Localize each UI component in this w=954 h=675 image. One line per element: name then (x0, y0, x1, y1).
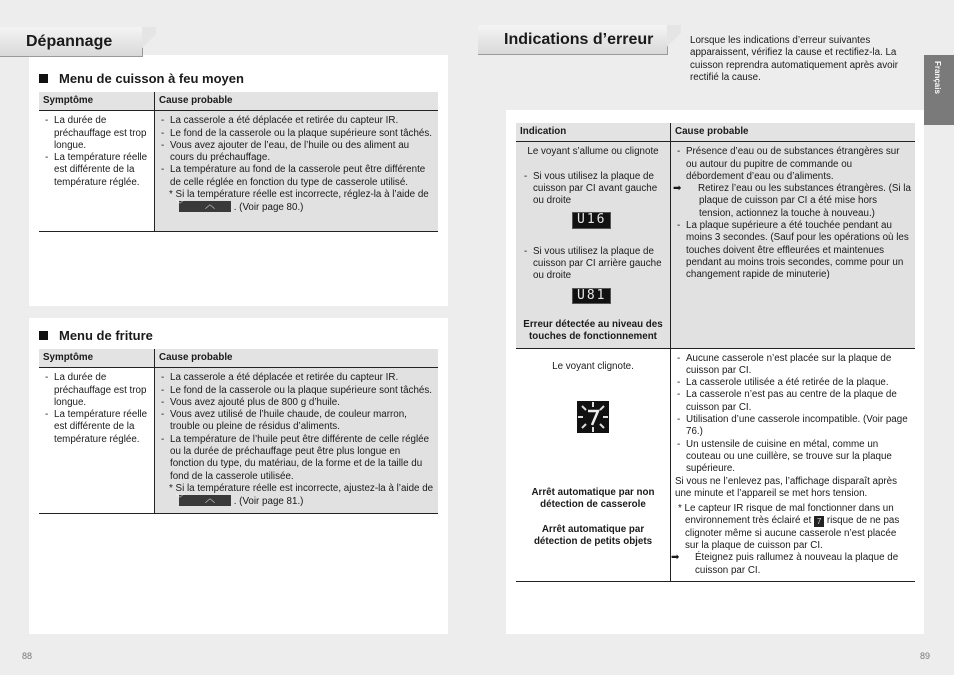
arrow-icon: ➡ (671, 552, 680, 564)
symptom-list: - La durée de préchauffage est trop longue. - La température réelle est différente de la température réglée. (43, 372, 150, 446)
section2-table (39, 349, 438, 514)
arrow-icon: ➡ (673, 183, 682, 195)
error-table: Indication Cause probable Le voyant s’allume ou clignote - Si vous utilisez la plaque de cuisson par CI avant gauche ou droite U16 - Si vous utilisez la plaque de cuisson par CI arrière gauche ou droite U81 Erreur détectée au niveau des touches de fonctionnement - Présence d’eau ou de substances étrangères sur ou autour du pupitre de commande ou débordement d’eau ou d’aliments. ➡ Retirez l’eau ou les substances étrangères. (Si la plaque de cuisson par CI a été mise hors tension, actionnez la touche à nouveau.) - La plaque supérieure a été touchée pendant au moins 3 secondes. (Sauf pour les opérations où les touches doivent être effleurées et maintenues pendant au moins trois secondes, comme pour un changement rapide de minuterie) Le voyant clignote. Arrêt automatique par non détection de casserole Arrêt automatique par détection de petits objets - Aucune casserole n’est placée sur la plaque de cuisson par CI. - La casserole utilisée a été retirée de la plaque. - La casserole n’est pas au centre de la plaque de cuisson par CI. - Utilisation d’une casserole incompatible. (Voir page 76.) - Un ustensile de cuisine en métal, comme un couteau ou une cuillère, se trouve sur la plaque supérieure. Si vous ne l’enlevez pas, l’affichage disparaît après une minute et l’appareil se met hors tension. * Le capteur IR risque de mal fonctionner dans un environnement très éclairé et 7 risque de ne pas clignoter même si aucune casserole n’est placée sur la plaque de cuisson par CI. ➡ Éteignez puis rallumez à nouveau la plaque de cuisson par CI. (516, 123, 915, 582)
down-up-keys-icon: ﹀ ︿ (179, 201, 231, 212)
cause-note: * Si la température réelle est incorrecte, ajustez-la à l’aide de ﹀ ︿ . (Voir page 81.) (169, 482, 434, 508)
col-cause: Cause probable (155, 92, 439, 111)
down-up-keys-icon: ﹀ ︿ (179, 495, 231, 506)
section1-title: Menu de cuisson à feu moyen (39, 71, 244, 86)
language-side-tab: Français (924, 55, 954, 125)
cause-list: - La casserole a été déplacée et retirée du capteur IR. - Le fond de la casserole ou la plaque supérieure sont tâchés. - Vous avez ajouté plus de 800 g d’huile. - Vous avez utilisé de l’huile chaude, de couleur marron, trouble ou pleine de résidus d’aliments. - La température de l’huile peut être différente de celle réglée ou la durée de préchauffage peut être plus longue en fonction du type, du matériau, de la forme et de la taille du fond de la casserole utilisée. (159, 372, 434, 483)
section2-title: Menu de friture (39, 328, 153, 343)
error-code-display: U81 (572, 288, 611, 304)
col-cause: Cause probable (155, 349, 439, 368)
right-header-tab: Indications d’erreur (478, 25, 668, 55)
intro-text: Lorsque les indications d’erreur suivantes apparaissent, vérifiez la cause et rectifiez-la. La cuisson reprendra automatiquement après avoir rectifié la cause. (690, 35, 899, 83)
col-symptom: Symptôme (39, 92, 155, 111)
cause-list: - La casserole a été déplacée et retirée du capteur IR. - Le fond de la casserole ou la plaque supérieure sont tâchés. - Vous avez ajouter de l’eau, de l’huile ou des aliment au cours du préchauffage. - La température au fond de la casserole peut être différente de celle réglée en fonction du type de casserole utilisé. (159, 115, 434, 189)
error-code-display: U16 (572, 212, 611, 228)
section1-table (39, 92, 438, 232)
page-number-left: 88 (22, 651, 33, 661)
col-cause: Cause probable (671, 123, 916, 142)
symptom-list: - La durée de préchauffage est trop longue. - La température réelle est différente de la température réglée. (43, 115, 150, 189)
cause-note: * Si la température réelle est incorrecte, réglez-la à l’aide de ﹀ ︿ . (Voir page 80.) (169, 189, 429, 214)
blinking-pan-icon (577, 401, 609, 433)
col-symptom: Symptôme (39, 349, 155, 368)
page-number-right: 89 (920, 651, 931, 661)
left-header-tab: Dépannage (0, 27, 143, 57)
pan-symbol-icon: 7 (814, 516, 824, 527)
col-indication: Indication (516, 123, 671, 142)
